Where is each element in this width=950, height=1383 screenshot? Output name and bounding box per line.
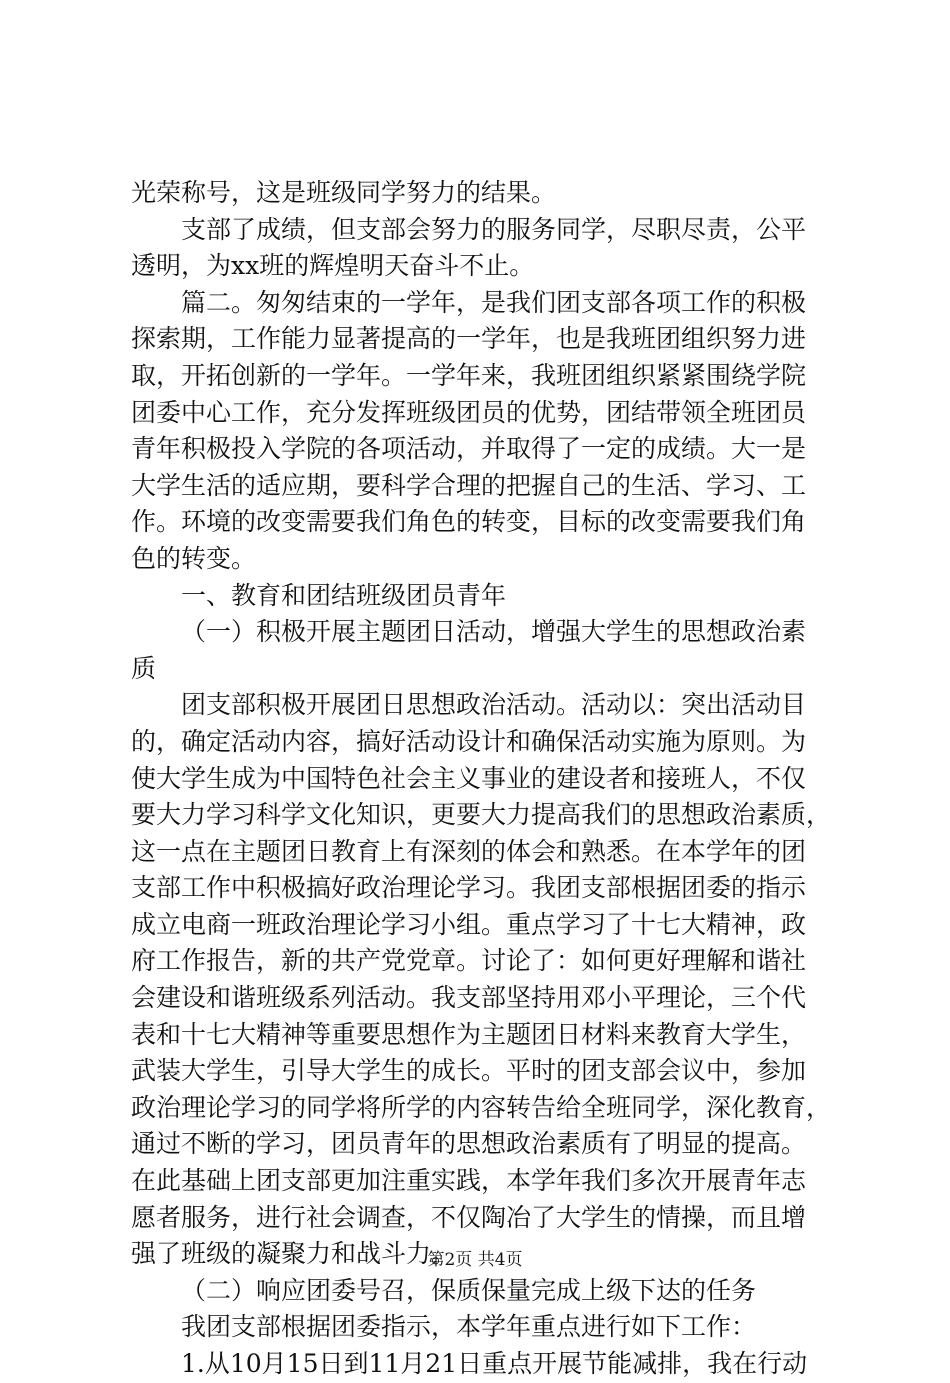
text-line: 取，开拓创新的一学年。一学年来，我班团组织紧紧围绕学院: [131, 360, 807, 390]
text-line: 质: [131, 653, 157, 683]
text-line: 成立电商一班政治理论学习小组。重点学习了十七大精神，政: [131, 909, 807, 939]
text-line: （二）响应团委号召，保质保量完成上级下达的任务: [181, 1275, 757, 1305]
text-line: 在此基础上团支部更加注重实践，本学年我们多次开展青年志: [131, 1166, 807, 1196]
text-line: 1.从10月15日到11月21日重点开展节能减排，我在行动: [181, 1349, 808, 1378]
text-line: 表和十七大精神等重要思想作为主题团日材料来教育大学生，: [131, 1019, 807, 1049]
text-line: 大学生活的适应期，要科学合理的把握自己的生活、学习、工: [131, 470, 807, 500]
text-line: 的，确定活动内容，搞好活动设计和确保活动实施为原则。为: [131, 726, 807, 756]
text-line: 团委中心工作，充分发挥班级团员的优势，团结带领全班团员: [131, 397, 807, 427]
text-line: 强了班级的凝聚力和战斗力。: [131, 1239, 457, 1269]
text-line: 会建设和谐班级系列活动。我支部坚持用邓小平理论，三个代: [131, 983, 807, 1013]
text-line: 支部了成绩，但支部会努力的服务同学，尽职尽责，公平: [181, 214, 807, 244]
text-line: 通过不断的学习，团员青年的思想政治素质有了明显的提高。: [131, 1129, 807, 1159]
document-body: [131, 175, 831, 1383]
text-line: 光荣称号，这是班级同学努力的结果。: [131, 178, 557, 207]
text-line: 青年积极投入学院的各项活动，并取得了一定的成绩。大一是: [131, 434, 807, 464]
text-line: 府工作报告，新的共产党党章。讨论了：如何更好理解和谐社: [131, 946, 807, 976]
text-line: 这一点在主题团日教育上有深刻的体会和熟悉。在本学年的团: [131, 836, 807, 866]
text-line: 篇二。匆匆结束的一学年，是我们团支部各项工作的积极: [181, 287, 807, 317]
text-line: 团支部积极开展团日思想政治活动。活动以：突出活动目: [181, 690, 807, 720]
text-line: 作。环境的改变需要我们角色的转变，目标的改变需要我们角: [131, 507, 807, 537]
text-line: 要大力学习科学文化知识，更要大力提高我们的思想政治素质，: [131, 800, 832, 830]
text-line: 一、教育和团结班级团员青年: [181, 580, 507, 610]
text-line: 我团支部根据团委指示，本学年重点进行如下工作：: [181, 1312, 757, 1342]
page-footer: 第2页 共4页: [427, 1250, 523, 1270]
text-line: 政治理论学习的同学将所学的内容转告给全班同学，深化教育，: [131, 1092, 832, 1122]
text-line: 支部工作中积极搞好政治理论学习。我团支部根据团委的指示: [131, 873, 807, 903]
text-line: （一）积极开展主题团日活动，增强大学生的思想政治素: [181, 617, 807, 647]
text-line: 愿者服务，进行社会调查，不仅陶冶了大学生的情操，而且增: [131, 1202, 807, 1232]
text-line: 探索期，工作能力显著提高的一学年，也是我班团组织努力进: [131, 324, 807, 354]
text-line: 使大学生成为中国特色社会主义事业的建设者和接班人，不仅: [131, 763, 807, 793]
text-line: 色的转变。: [131, 543, 257, 573]
text-line: 透明，为xx班的辉煌明天奋斗不止。: [131, 251, 535, 281]
text-line: 武装大学生，引导大学生的成长。平时的团支部会议中，参加: [131, 1056, 807, 1086]
